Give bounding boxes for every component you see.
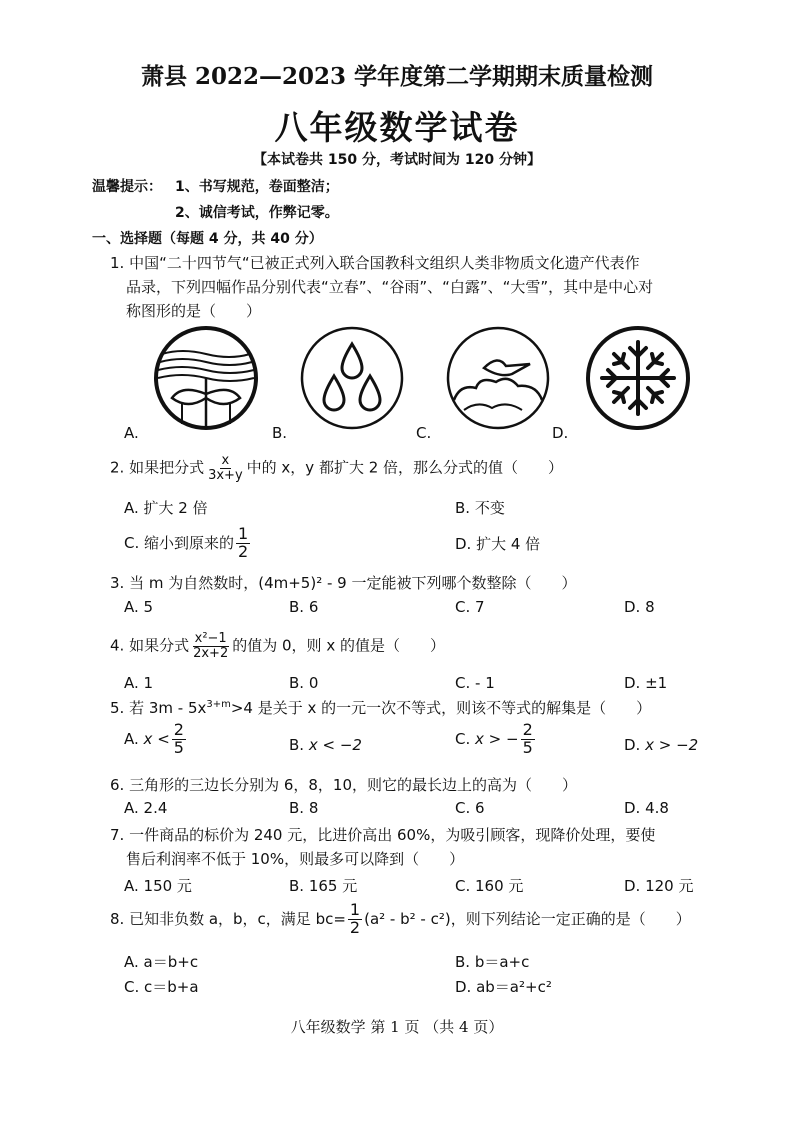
q2-fraction bbox=[206, 454, 245, 482]
q4-option-a[interactable]: A. 1 bbox=[124, 674, 154, 692]
q7-option-c[interactable]: C. 160 元 bbox=[455, 877, 524, 895]
q1-line-2: 品录，下列四幅作品分别代表“立春”、“谷雨”、“白露”、“大雪”，其中是中心对 bbox=[126, 278, 654, 296]
q4-post: 的值为 0，则 x 的值是（ ） bbox=[232, 636, 445, 655]
q5-d-label: D. bbox=[624, 736, 641, 754]
q6-stem: 6. 三角形的三边长分别为 6，8，10，则它的最长边上的高为（ ） bbox=[110, 776, 578, 794]
q8-option-a[interactable]: A. a＝b+c bbox=[124, 953, 199, 971]
q8-option-b[interactable]: B. b＝a+c bbox=[455, 953, 530, 971]
q4-stem bbox=[110, 632, 445, 660]
q2-numerator: x bbox=[221, 453, 230, 468]
q5-c-den: 5 bbox=[522, 737, 533, 757]
q5-stem bbox=[110, 697, 651, 718]
q8-option-c[interactable]: C. c＝b+a bbox=[124, 978, 199, 996]
q6-option-d[interactable]: D. 4.8 bbox=[624, 799, 669, 817]
q5-b-label: B. bbox=[289, 736, 305, 754]
q4-option-b[interactable]: B. 0 bbox=[289, 674, 319, 692]
q2-option-d[interactable]: D. 扩大 4 倍 bbox=[455, 535, 541, 553]
q3-stem: 3. 当 m 为自然数时，(4m+5)² - 9 一定能被下列哪个数整除（ ） bbox=[110, 574, 577, 592]
q2-c-num: 1 bbox=[238, 524, 249, 543]
q2-pre: 2. 如果把分式 bbox=[110, 458, 205, 477]
lichun-emblem bbox=[152, 324, 260, 432]
q6-option-b[interactable]: B. 8 bbox=[289, 799, 319, 817]
q1-option-c[interactable]: C. bbox=[416, 424, 432, 442]
q7-option-d[interactable]: D. 120 元 bbox=[624, 877, 694, 895]
q5-a-expr: x < bbox=[143, 729, 170, 748]
tips-line-2: 2、诚信考试，作弊记零。 bbox=[175, 205, 339, 221]
daxue-emblem bbox=[584, 324, 692, 432]
q3-option-b[interactable]: B. 6 bbox=[289, 598, 319, 616]
q5-option-c[interactable] bbox=[455, 722, 537, 757]
q5-a-den: 5 bbox=[173, 737, 184, 757]
q3-option-d[interactable]: D. 8 bbox=[624, 598, 655, 616]
q1-option-b[interactable]: B. bbox=[272, 424, 288, 442]
q1-option-d[interactable]: D. bbox=[552, 424, 569, 442]
q5-b-expr: x < −2 bbox=[308, 736, 362, 754]
q8-numerator: 1 bbox=[349, 900, 361, 919]
q8-option-d[interactable]: D. ab＝a²+c² bbox=[455, 978, 552, 996]
q2-option-c[interactable] bbox=[124, 526, 252, 561]
q2-denominator: 3x+y bbox=[208, 467, 243, 483]
q6-option-c[interactable]: C. 6 bbox=[455, 799, 485, 817]
q2-option-a[interactable]: A. 扩大 2 倍 bbox=[124, 499, 208, 517]
q1-line-3: 称图形的是（ ） bbox=[126, 302, 262, 320]
q5-option-a[interactable] bbox=[124, 722, 188, 757]
q2-post: 中的 x，y 都扩大 2 倍，那么分式的值（ ） bbox=[246, 458, 564, 477]
guyu-emblem bbox=[298, 324, 406, 432]
q1-option-a[interactable]: A. bbox=[124, 424, 139, 442]
q4-option-c[interactable]: C. - 1 bbox=[455, 674, 495, 692]
exam-title: 萧县 2022—2023 学年度第二学期期末质量检测 bbox=[140, 63, 654, 90]
q5-exponent: 3+m bbox=[206, 699, 231, 710]
q4-pre: 4. 如果分式 bbox=[110, 636, 190, 655]
q2-option-c-text: C. 缩小到原来的 bbox=[124, 533, 235, 552]
q2-option-b[interactable]: B. 不变 bbox=[455, 499, 505, 517]
q8-pre: 8. 已知非负数 a，b，c，满足 bc= bbox=[110, 909, 346, 928]
tips-label: 温馨提示： bbox=[92, 179, 162, 195]
q4-numerator: x²−1 bbox=[194, 631, 227, 646]
q2-stem bbox=[110, 454, 563, 482]
page-footer: 八年级数学 第 1 页 （共 4 页） bbox=[290, 1018, 504, 1036]
q2-c-den: 2 bbox=[238, 541, 249, 561]
q5-c-num: 2 bbox=[522, 720, 533, 739]
q8-stem bbox=[110, 902, 691, 937]
q7-option-b[interactable]: B. 165 元 bbox=[289, 877, 358, 895]
tips-line-1: 1、书写规范，卷面整洁； bbox=[175, 179, 339, 195]
q1-line-1: 1. 中国“二十四节气“已被正式列入联合国教科文组织人类非物质文化遗产代表作 bbox=[110, 254, 640, 272]
q5-pre: 5. 若 3m - 5x bbox=[110, 699, 207, 717]
q5-c-label: C. bbox=[455, 729, 471, 748]
q5-d-expr: x > −2 bbox=[645, 736, 699, 754]
section-title: 一、选择题（每题 4 分，共 40 分） bbox=[92, 231, 323, 247]
q5-option-b[interactable] bbox=[289, 736, 362, 754]
bailu-emblem bbox=[444, 324, 552, 432]
exam-subtitle: 八年级数学试卷 bbox=[274, 108, 520, 147]
q3-option-c[interactable]: C. 7 bbox=[455, 598, 485, 616]
q7-line-1: 7. 一件商品的标价为 240 元，比进价高出 60%，为吸引顾客，现降价处理，要使 bbox=[110, 826, 656, 844]
q4-fraction bbox=[191, 632, 230, 660]
q7-option-a[interactable]: A. 150 元 bbox=[124, 877, 192, 895]
q8-post: (a² - b² - c²)，则下列结论一定正确的是（ ） bbox=[364, 909, 691, 928]
q5-a-num: 2 bbox=[173, 720, 184, 739]
q5-c-fraction bbox=[521, 722, 535, 757]
q5-a-fraction bbox=[172, 722, 186, 757]
q6-option-a[interactable]: A. 2.4 bbox=[124, 799, 168, 817]
q5-post: >4 是关于 x 的一元一次不等式，则该不等式的解集是（ ） bbox=[230, 699, 652, 717]
q8-denominator: 2 bbox=[349, 917, 361, 937]
q5-option-d[interactable] bbox=[624, 736, 698, 754]
q3-option-a[interactable]: A. 5 bbox=[124, 598, 154, 616]
q4-denominator: 2x+2 bbox=[193, 645, 229, 661]
q5-c-expr: x > − bbox=[475, 729, 519, 748]
q2-option-c-fraction bbox=[236, 526, 250, 561]
exam-note: 【本试卷共 150 分，考试时间为 120 分钟】 bbox=[253, 152, 541, 168]
q7-line-2: 售后利润率不低于 10%，则最多可以降到（ ） bbox=[126, 850, 465, 868]
q4-option-d[interactable]: D. ±1 bbox=[624, 674, 668, 692]
q5-a-label: A. bbox=[124, 729, 139, 748]
q8-fraction bbox=[348, 902, 362, 937]
